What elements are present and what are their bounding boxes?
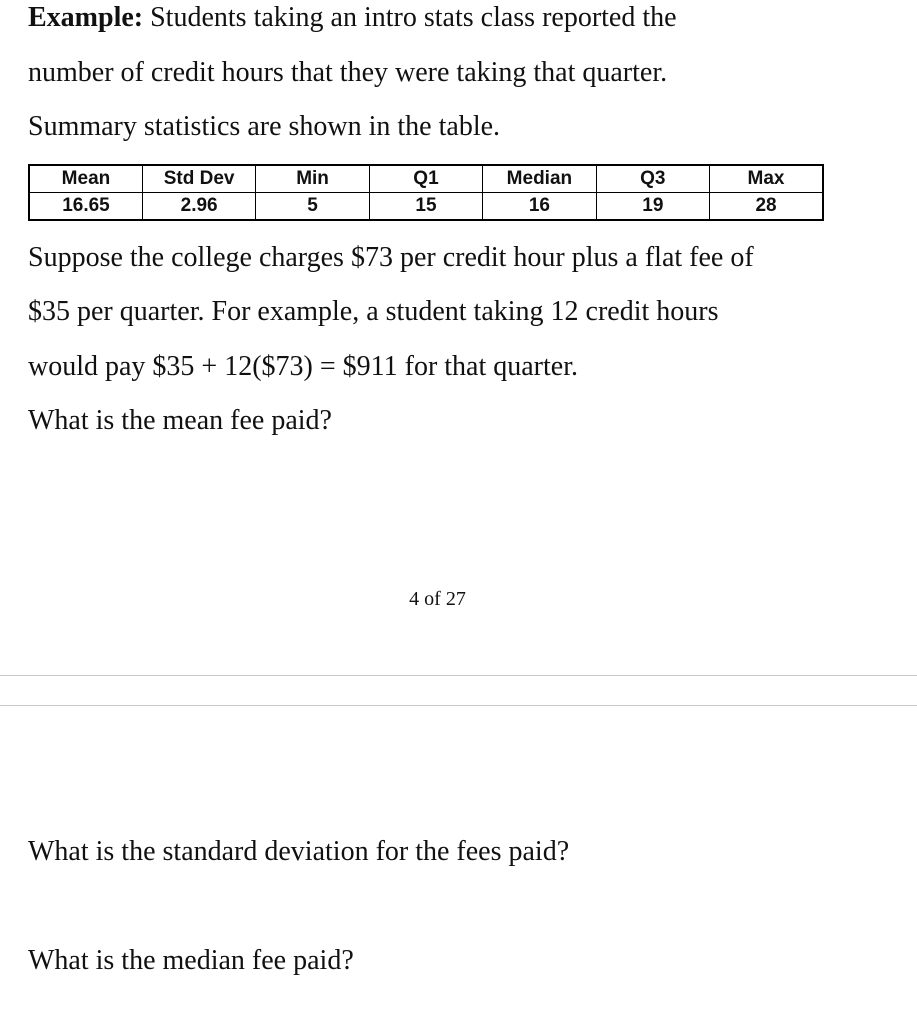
header-max: Max [710,165,823,193]
summary-statistics-table [28,164,824,221]
value-q1: 15 [369,193,482,221]
header-median: Median [483,165,596,193]
problem-line-1: Suppose the college charges $73 per credit hour plus a flat fee of [28,242,754,273]
header-min: Min [256,165,369,193]
intro-line-1 [28,1,677,35]
intro-line-1-text: Students taking an intro stats class reported the [150,2,677,33]
value-median: 16 [483,193,596,221]
problem-line-2: $35 per quarter. For example, a student taking 12 credit hours [28,296,719,327]
page-divider-top [0,705,917,706]
page-number: 4 of 27 [409,588,466,610]
header-std-dev: Std Dev [142,165,255,193]
value-std-dev: 2.96 [142,193,255,221]
page-divider-bottom [0,675,917,676]
value-min: 5 [256,193,369,221]
header-q3: Q3 [596,165,709,193]
question-standard-deviation: What is the standard deviation for the fees paid? [28,836,570,867]
table-header-row [29,165,823,193]
question-mean-fee: What is the mean fee paid? [28,405,332,436]
problem-line-3: would pay $35 + 12($73) = $911 for that quarter. [28,351,578,382]
header-mean: Mean [29,165,142,193]
table-value-row [29,193,823,221]
value-mean: 16.65 [29,193,142,221]
intro-line-2: number of credit hours that they were taking that quarter. [28,57,668,88]
question-median-fee: What is the median fee paid? [28,945,354,976]
value-max: 28 [710,193,823,221]
value-q3: 19 [596,193,709,221]
example-label: Example: [28,2,144,33]
intro-line-3: Summary statistics are shown in the table. [28,111,501,142]
header-q1: Q1 [369,165,482,193]
